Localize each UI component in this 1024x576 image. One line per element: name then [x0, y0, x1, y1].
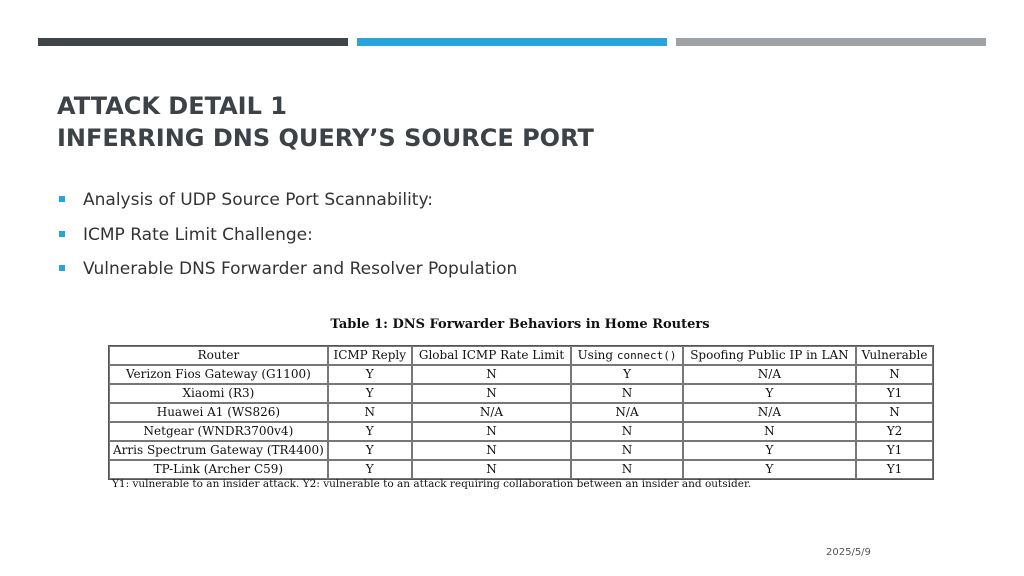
- table-row: [109, 422, 933, 441]
- cell: N/A: [683, 365, 856, 384]
- table-caption: Table 1: DNS Forwarder Behaviors in Home Routers: [330, 317, 710, 332]
- cell: N/A: [683, 403, 856, 422]
- cell: N/A: [412, 403, 572, 422]
- col-vulnerable: Vulnerable: [856, 346, 933, 365]
- cell-router: Huawei A1 (WS826): [109, 403, 328, 422]
- cell: N: [856, 403, 933, 422]
- cell: Y: [328, 460, 412, 479]
- bullet-item: Vulnerable DNS Forwarder and Resolver Population: [57, 255, 517, 290]
- cell: N/A: [571, 403, 682, 422]
- slide-title: [57, 90, 594, 154]
- accent-bars: [38, 38, 986, 46]
- bullet-square-icon: [59, 196, 65, 202]
- slide-title-line1: ATTACK DETAIL 1: [57, 92, 287, 120]
- bullet-square-icon: [59, 231, 65, 237]
- slide-date: 2025/5/9: [826, 547, 871, 558]
- cell-router: Verizon Fios Gateway (G1100): [109, 365, 328, 384]
- col-icmp-reply: ICMP Reply: [328, 346, 412, 365]
- table-footnote: Y1: vulnerable to an insider attack. Y2: vulnerable to an attack requiring collaboration between an insider and outsider.: [112, 478, 752, 490]
- col-spoofing: Spoofing Public IP in LAN: [683, 346, 856, 365]
- col-router: Router: [109, 346, 328, 365]
- table-row: [109, 460, 933, 479]
- cell-router: Xiaomi (R3): [109, 384, 328, 403]
- cell: N: [412, 365, 572, 384]
- cell: Y: [328, 365, 412, 384]
- cell: N: [571, 422, 682, 441]
- bullet-item: Analysis of UDP Source Port Scannability:: [57, 186, 517, 221]
- cell: N: [412, 441, 572, 460]
- cell: Y: [683, 460, 856, 479]
- cell: Y: [328, 441, 412, 460]
- cell: N: [412, 422, 572, 441]
- table-row: [109, 403, 933, 422]
- cell-router: Netgear (WNDR3700v4): [109, 422, 328, 441]
- cell: N: [571, 384, 682, 403]
- col-global-rate-limit: Global ICMP Rate Limit: [412, 346, 572, 365]
- cell: Y1: [856, 441, 933, 460]
- table-header-row: [109, 346, 933, 365]
- router-behavior-table: [108, 345, 934, 480]
- cell: Y: [683, 384, 856, 403]
- cell-router: TP-Link (Archer C59): [109, 460, 328, 479]
- cell: N: [412, 460, 572, 479]
- cell: Y: [683, 441, 856, 460]
- cell: Y1: [856, 384, 933, 403]
- cell: N: [571, 441, 682, 460]
- cell: Y1: [856, 460, 933, 479]
- cell-router: Arris Spectrum Gateway (TR4400): [109, 441, 328, 460]
- slide-title-line2: INFERRING DNS QUERY’S SOURCE PORT: [57, 124, 594, 152]
- table-row: [109, 441, 933, 460]
- cell: Y: [328, 384, 412, 403]
- accent-bar-gray: [676, 38, 986, 46]
- cell: N: [683, 422, 856, 441]
- col-using-label: Using: [577, 348, 617, 362]
- bullet-list: [57, 186, 517, 290]
- bullet-item: ICMP Rate Limit Challenge:: [57, 221, 517, 256]
- col-using-connect: [571, 346, 682, 365]
- cell: Y2: [856, 422, 933, 441]
- cell: Y: [328, 422, 412, 441]
- cell: Y: [571, 365, 682, 384]
- cell: N: [412, 384, 572, 403]
- col-connect-code: connect(): [616, 349, 677, 362]
- accent-bar-blue: [357, 38, 667, 46]
- table-row: [109, 365, 933, 384]
- cell: N: [571, 460, 682, 479]
- table-row: [109, 384, 933, 403]
- accent-bar-dark: [38, 38, 348, 46]
- cell: N: [856, 365, 933, 384]
- cell: N: [328, 403, 412, 422]
- bullet-square-icon: [59, 265, 65, 271]
